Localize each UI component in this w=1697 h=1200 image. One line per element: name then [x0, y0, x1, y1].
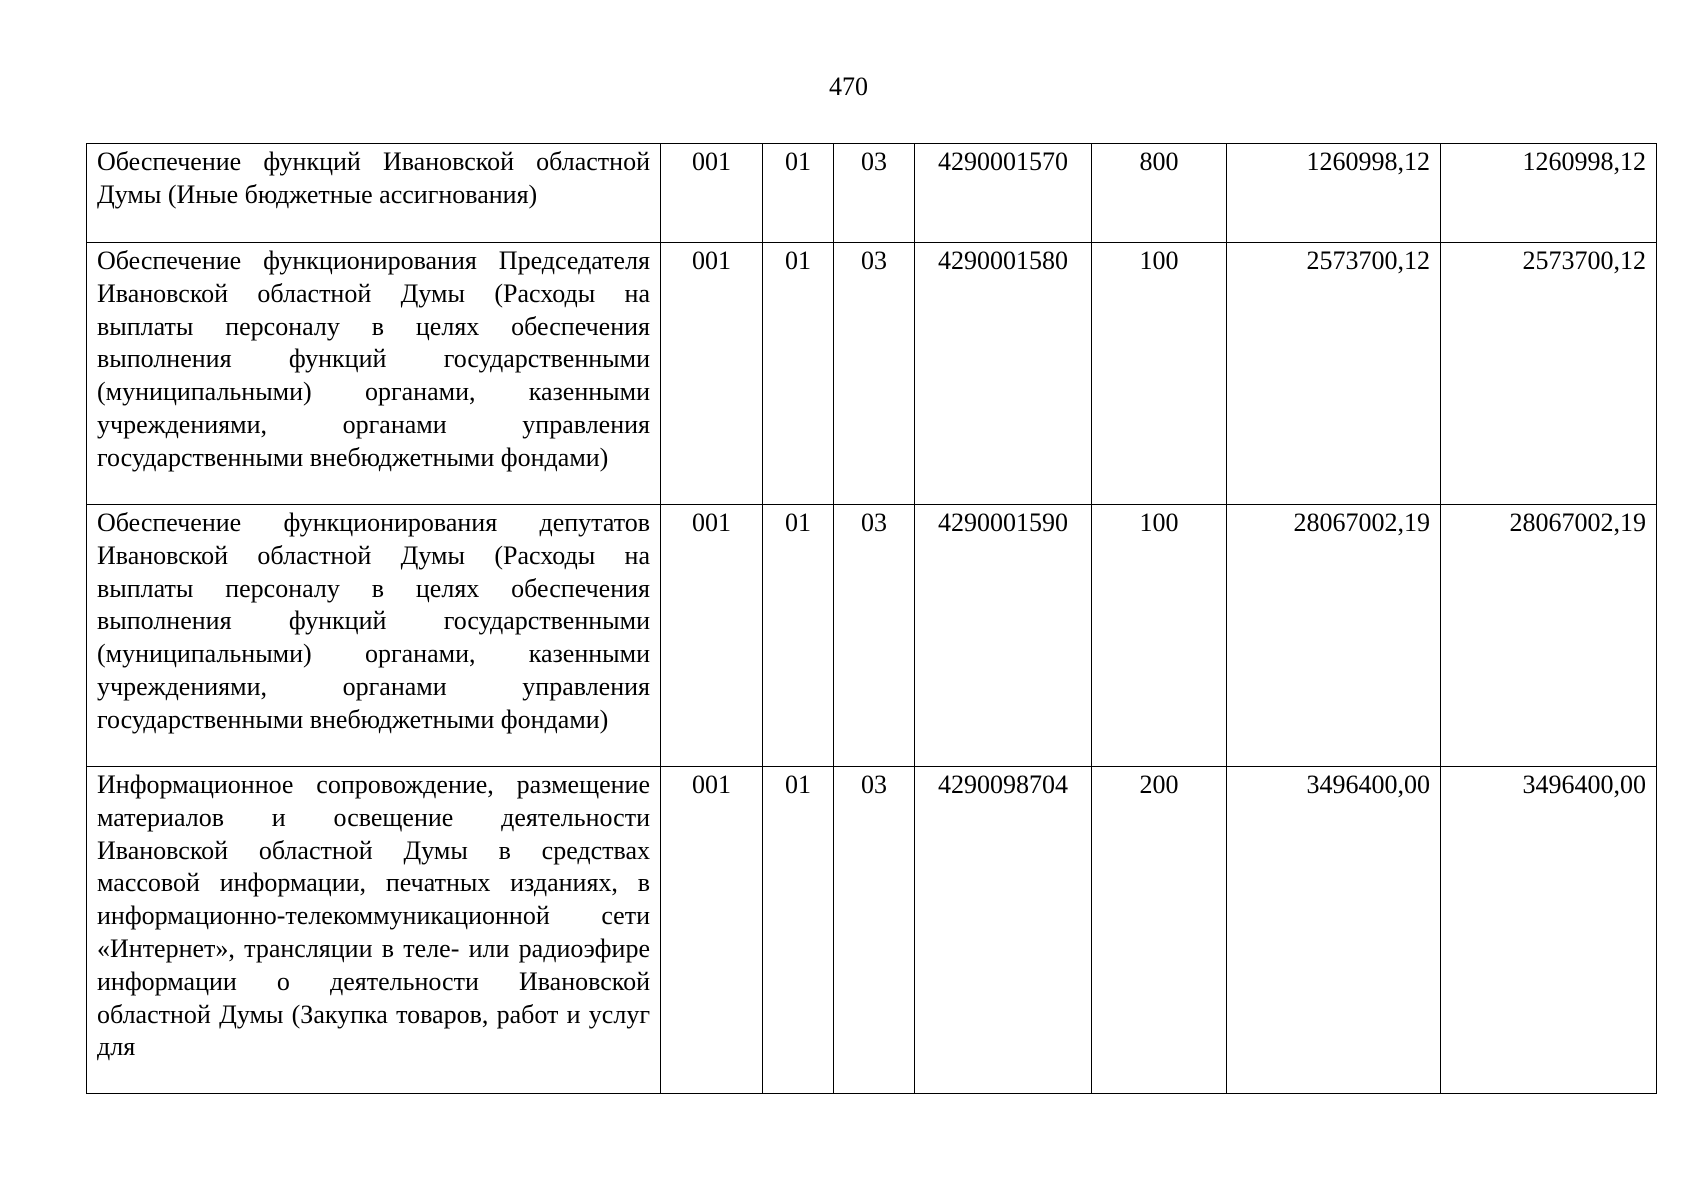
amount-2: 28067002,19: [1441, 505, 1657, 767]
amount-2: 1260998,12: [1441, 144, 1657, 243]
table-row: [87, 505, 1657, 767]
table-row: [87, 144, 1657, 243]
expense-type-code: 100: [1092, 505, 1227, 767]
subsection-code: 03: [834, 243, 915, 505]
row-description: Обеспечение функционирования Председателя Ивановской областной Думы (Расходы на выплаты персоналу в целях обеспечения выполнения функций государственными (муниципальными) органами, казенными учреждениями, органами управления государственными внебюджетными фондами): [87, 243, 661, 505]
row-description: Обеспечение функционирования депутатов Ивановской областной Думы (Расходы на выплаты персоналу в целях обеспечения выполнения функций государственными (муниципальными) органами, казенными учреждениями, органами управления государственными внебюджетными фондами): [87, 505, 661, 767]
row-description: Информационное сопровождение, размещение материалов и освещение деятельности Ивановской областной Думы в средствах массовой информации, печатных изданиях, в информационно-телекоммуникационной сети «Интернет», трансляции в теле- или радиоэфире информации о деятельности Ивановской областной Думы (Закупка товаров, работ и услуг для: [87, 767, 661, 1094]
expense-type-code: 100: [1092, 243, 1227, 505]
section-code: 01: [763, 243, 834, 505]
target-code: 4290001580: [915, 243, 1092, 505]
ministry-code: 001: [661, 243, 763, 505]
table-row: [87, 243, 1657, 505]
target-code: 4290001590: [915, 505, 1092, 767]
target-code: 4290001570: [915, 144, 1092, 243]
expense-type-code: 800: [1092, 144, 1227, 243]
ministry-code: 001: [661, 505, 763, 767]
target-code: 4290098704: [915, 767, 1092, 1094]
ministry-code: 001: [661, 144, 763, 243]
amount-1: 28067002,19: [1227, 505, 1441, 767]
subsection-code: 03: [834, 767, 915, 1094]
row-description: Обеспечение функций Ивановской областной Думы (Иные бюджетные ассигнования): [87, 144, 661, 243]
subsection-code: 03: [834, 505, 915, 767]
amount-2: 3496400,00: [1441, 767, 1657, 1094]
budget-table: [86, 143, 1657, 1094]
amount-1: 1260998,12: [1227, 144, 1441, 243]
ministry-code: 001: [661, 767, 763, 1094]
section-code: 01: [763, 144, 834, 243]
amount-2: 2573700,12: [1441, 243, 1657, 505]
page-number: 470: [829, 72, 868, 101]
expense-type-code: 200: [1092, 767, 1227, 1094]
section-code: 01: [763, 767, 834, 1094]
table-row: [87, 767, 1657, 1094]
amount-1: 3496400,00: [1227, 767, 1441, 1094]
subsection-code: 03: [834, 144, 915, 243]
amount-1: 2573700,12: [1227, 243, 1441, 505]
section-code: 01: [763, 505, 834, 767]
